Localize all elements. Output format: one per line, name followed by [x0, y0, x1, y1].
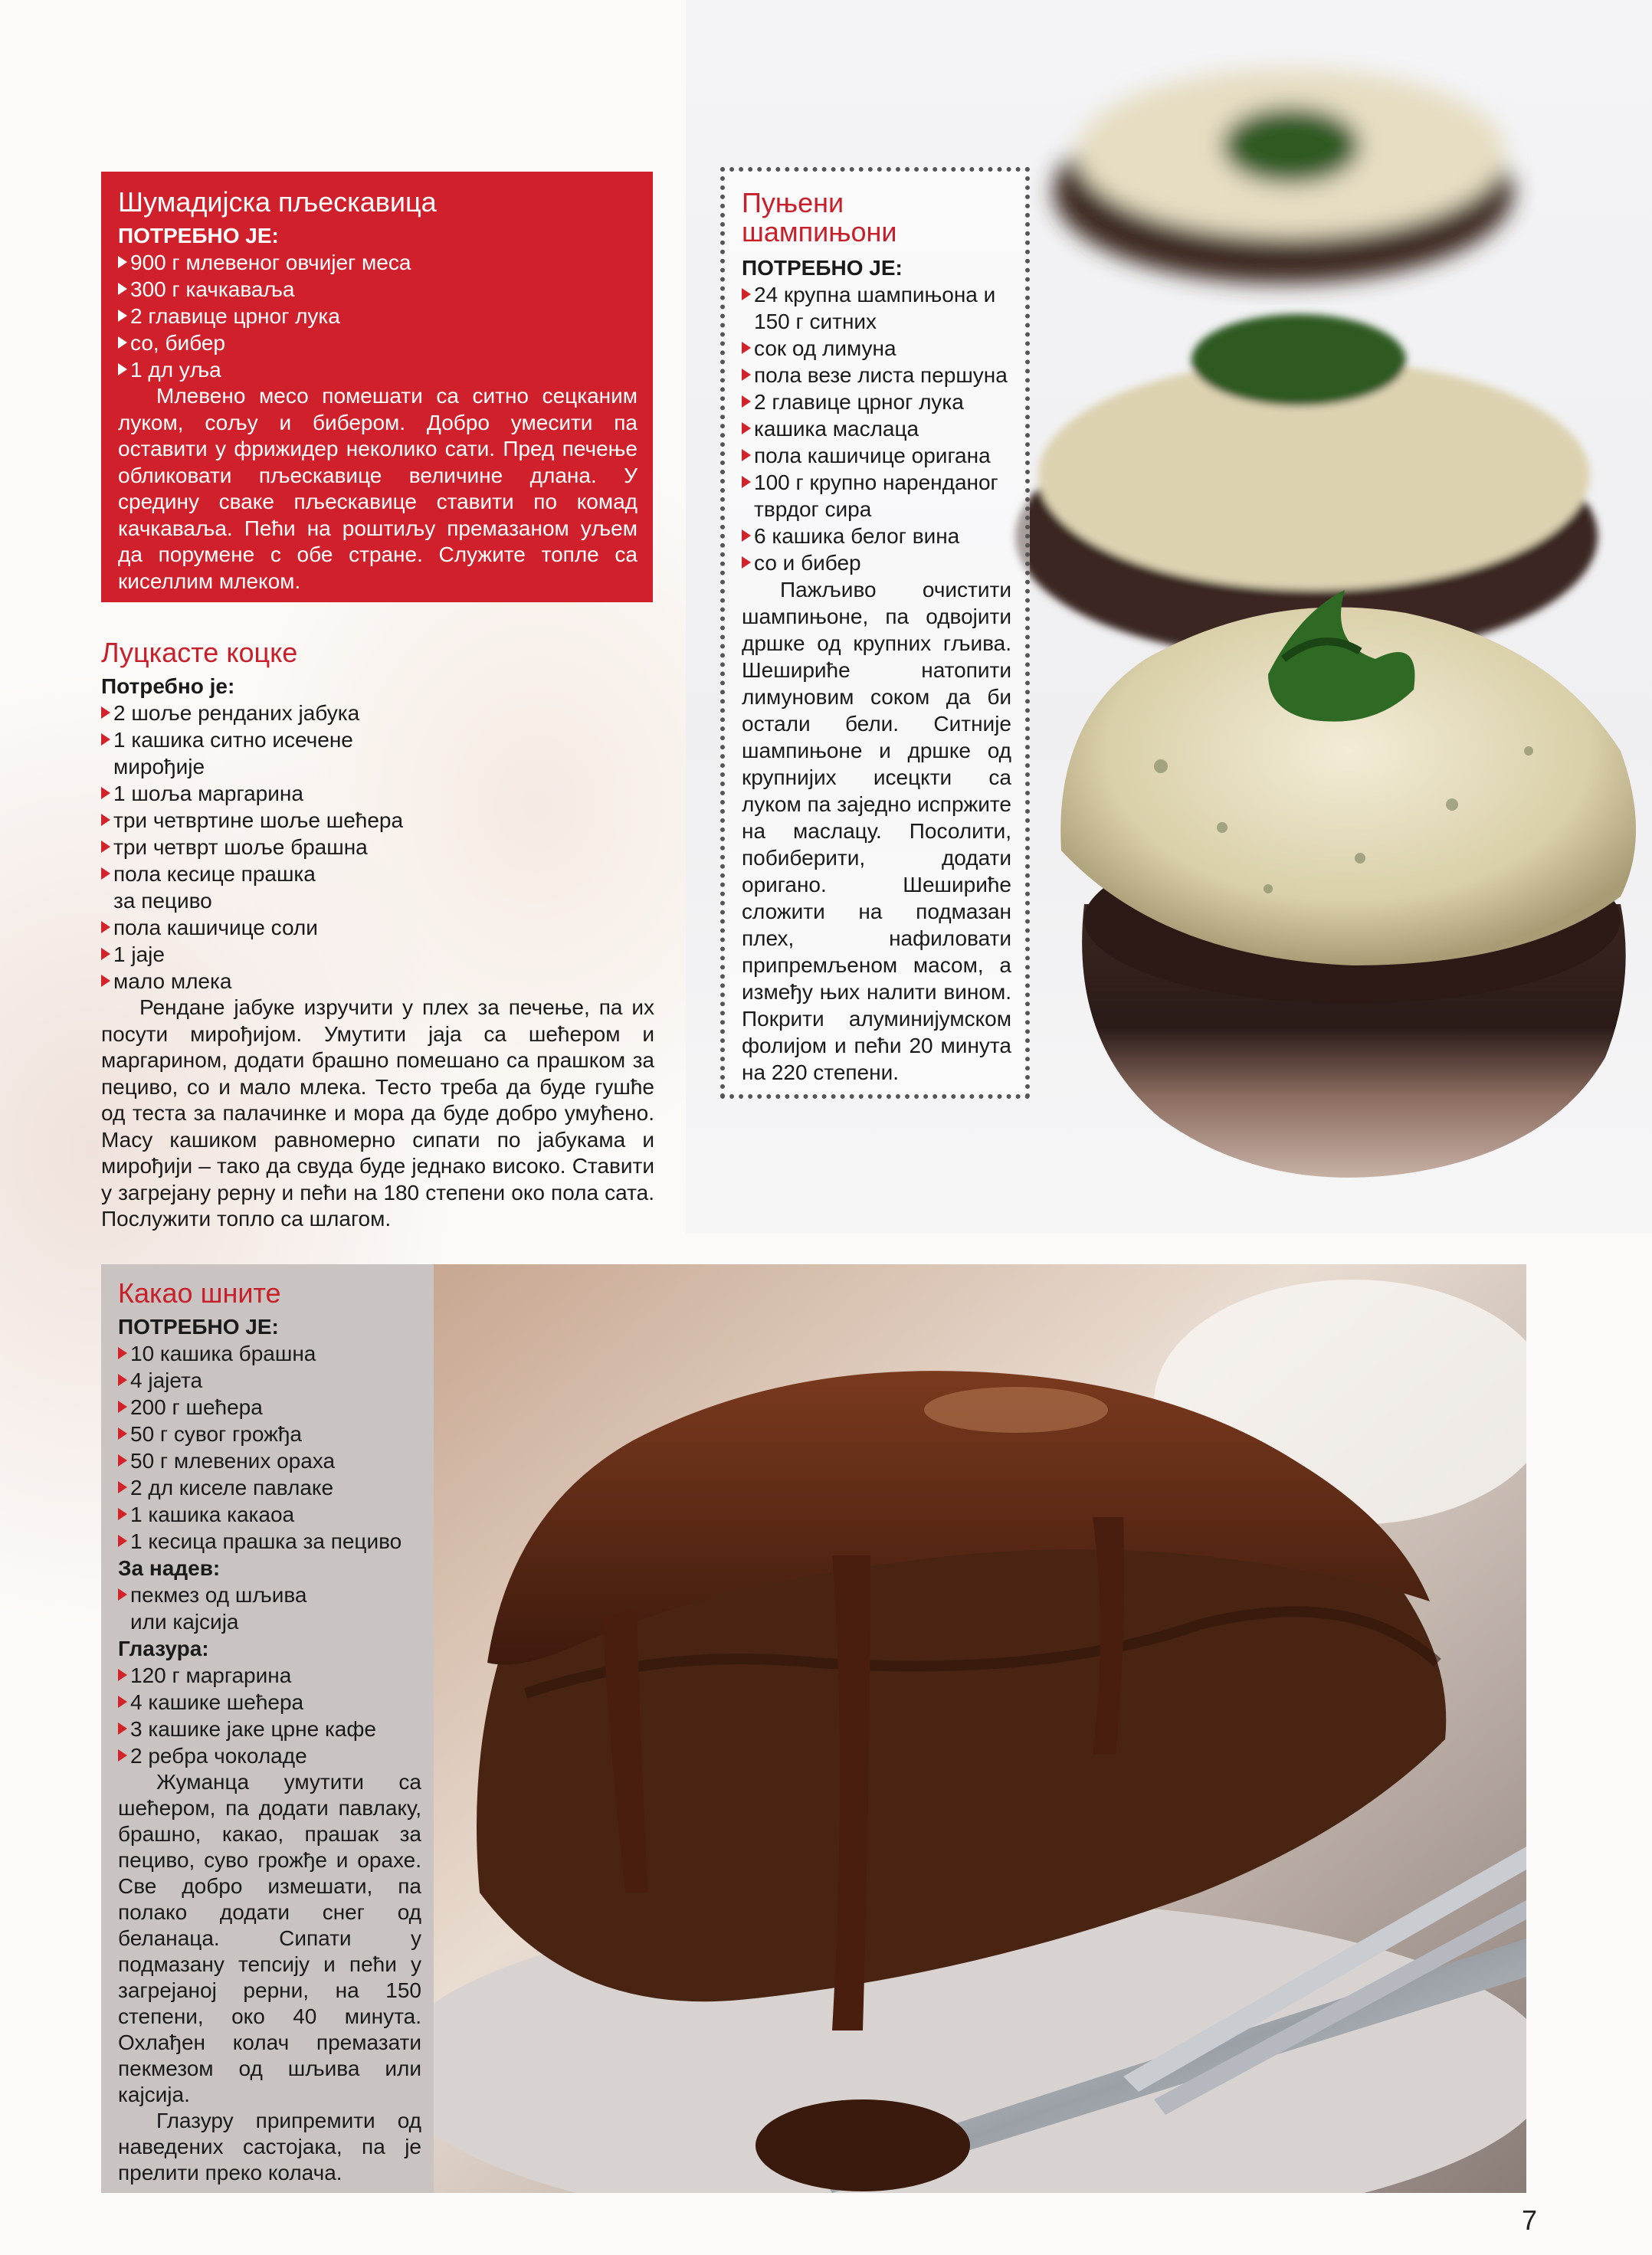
- ingredient-item: 2 шоље ренданих јабука: [101, 700, 654, 726]
- ingredient-item: 50 г сувог грожђа: [118, 1421, 421, 1447]
- ingredient-item: 1 јаје: [101, 941, 654, 968]
- ingredient-item: 10 кашика брашна: [118, 1340, 421, 1367]
- ingredient-item: три четврт шоље брашна: [101, 834, 654, 860]
- chocolate-cake-photo: [434, 1264, 1526, 2193]
- ingredient-item: 2 главице црног лука: [742, 388, 1011, 415]
- needed-label: ПОТРЕБНО ЈЕ:: [742, 256, 903, 280]
- glaze-instructions: Глазуру припремити од наведених састојака, па је прелити преко колача.: [118, 2109, 421, 2185]
- recipe-instructions: Пажљиво очистити шампињоне, па одвојити дршке од крупних гљива. Шешириће натопити лимуновим соком да би остали бели. Ситније шампињоне и дршке од крупнијих исецкти са луком па заједно испржите на маслацу. Посолити, побиберити, додати оригано. Шешириће сложити на подмазан плех, нафиловати припремљеном масом, а између њих налити вином. Покрити алуминијумском фолијом и пећи 20 минута на 220 степени.: [742, 578, 1011, 1084]
- ingredient-item: три четвртине шоље шећера: [101, 807, 654, 834]
- ingredient-item: 1 кашика какаоа: [118, 1501, 421, 1528]
- ingredient-item: 2 ребра чоколаде: [118, 1742, 421, 1769]
- recipe-title: Луцкасте коцке: [101, 637, 298, 668]
- recipe-instructions: Жуманца умутити са шећером, па додати павлаку, брашно, какао, прашак за пециво, суво грожђе и орахе. Све добро измешати, па полако додати снег од беланаца. Сипати у подмазану тепсију и пећи у загрејаној рерни, на 150 степени, око 40 минута. Охлађен колач премазати пекмезом од шљива или кајсија.: [118, 1770, 421, 2106]
- ingredient-item: мало млека: [101, 968, 654, 995]
- ingredient-item: сок од лимуна: [742, 335, 1011, 362]
- recipe-kakao-box: [101, 1264, 434, 2193]
- ingredient-list: [118, 1340, 421, 1555]
- recipe-title-line: шампињони: [742, 216, 897, 247]
- recipe-title: Шумадијска пљескавица: [118, 186, 437, 218]
- ingredient-item: 2 дл киселе павлаке: [118, 1474, 421, 1501]
- recipe-title-line: Пуњени: [742, 187, 844, 218]
- filling-list: [118, 1581, 421, 1635]
- ingredient-item: 100 г крупно наренданог тврдог сира: [742, 469, 1011, 523]
- ingredient-item: 4 кашике шећера: [118, 1689, 421, 1716]
- ingredient-item: 6 кашика белог вина: [742, 523, 1011, 549]
- ingredient-item: 1 кашика ситно исечене мирођије: [101, 726, 374, 780]
- ingredient-item: кашика маслаца: [742, 415, 1011, 442]
- ingredient-item: пола везе листа першуна: [742, 362, 1011, 388]
- needed-label: Потребно је:: [101, 674, 235, 698]
- ingredient-item: 300 г качкаваља: [118, 276, 638, 303]
- recipe-instructions: Млевено месо помешати са ситно сецканим луком, сољу и бибером. Добро умесити па оставити у фрижидер неколико сати. Пред печење обликовати пљескавице величине длана. У средину сваке пљескавице ставити по комад качкаваља. Пећи на роштиљу премазаном уљем да порумене с обе стране. Служите топле са киселлим млеком.: [118, 384, 638, 593]
- ingredient-item: 2 главице црног лука: [118, 303, 638, 329]
- filling-label: За надев:: [118, 1556, 221, 1580]
- glaze-list: [118, 1662, 421, 1769]
- recipe-title: [742, 188, 1011, 247]
- needed-label: ПОТРЕБНО ЈЕ:: [118, 224, 279, 247]
- ingredient-item: пекмез од шљива или кајсија: [118, 1581, 329, 1635]
- recipe-title: Какао шните: [118, 1277, 281, 1309]
- recipe-luckaste-box: [101, 637, 654, 1233]
- ingredient-list: [118, 249, 638, 383]
- recipe-punjeni-box: [720, 167, 1030, 1099]
- recipe-sumadijska-box: [101, 172, 653, 602]
- ingredient-item: 1 кесица прашка за пециво: [118, 1528, 421, 1555]
- ingredient-item: 200 г шећера: [118, 1394, 421, 1421]
- ingredient-item: 3 кашике јаке црне кафе: [118, 1716, 421, 1742]
- ingredient-item: пола кесице прашка за пециво: [101, 860, 343, 914]
- glaze-label: Глазура:: [118, 1637, 209, 1660]
- ingredient-item: 50 г млевених ораха: [118, 1447, 421, 1474]
- ingredient-item: 24 крупна шампињона и 150 г ситних: [742, 281, 1011, 335]
- ingredient-item: пола кашичице оригана: [742, 442, 1011, 469]
- ingredient-item: пола кашичице соли: [101, 914, 654, 941]
- recipe-instructions: Рендане јабуке изручити у плех за печење, па их посути мирођијом. Умутити јаја са шећером и маргарином, додати брашно помешано са прашком за пециво, со и мало млека. Тесто треба да буде гушће од теста за палачинке и мора да буде добро умућено. Масу кашиком равномерно сипати по јабукама и мирођији – тако да свуда буде једнако високо. Ставити у загрејану рерну и пећи на 180 степени око пола сата. Послужити топло са шлагом.: [101, 995, 654, 1231]
- ingredient-item: 120 г маргарина: [118, 1662, 421, 1689]
- ingredient-list: [101, 700, 654, 995]
- ingredient-item: 4 јајета: [118, 1367, 421, 1394]
- ingredient-item: 1 дл уља: [118, 356, 638, 383]
- page-number: 7: [1522, 2204, 1538, 2236]
- ingredient-item: 900 г млевеног овчијег меса: [118, 249, 638, 276]
- ingredient-list: [742, 281, 1011, 576]
- needed-label: ПОТРЕБНО ЈЕ:: [118, 1315, 279, 1339]
- ingredient-item: со, бибер: [118, 329, 638, 356]
- ingredient-item: 1 шоља маргарина: [101, 780, 654, 807]
- ingredient-item: со и бибер: [742, 549, 1011, 576]
